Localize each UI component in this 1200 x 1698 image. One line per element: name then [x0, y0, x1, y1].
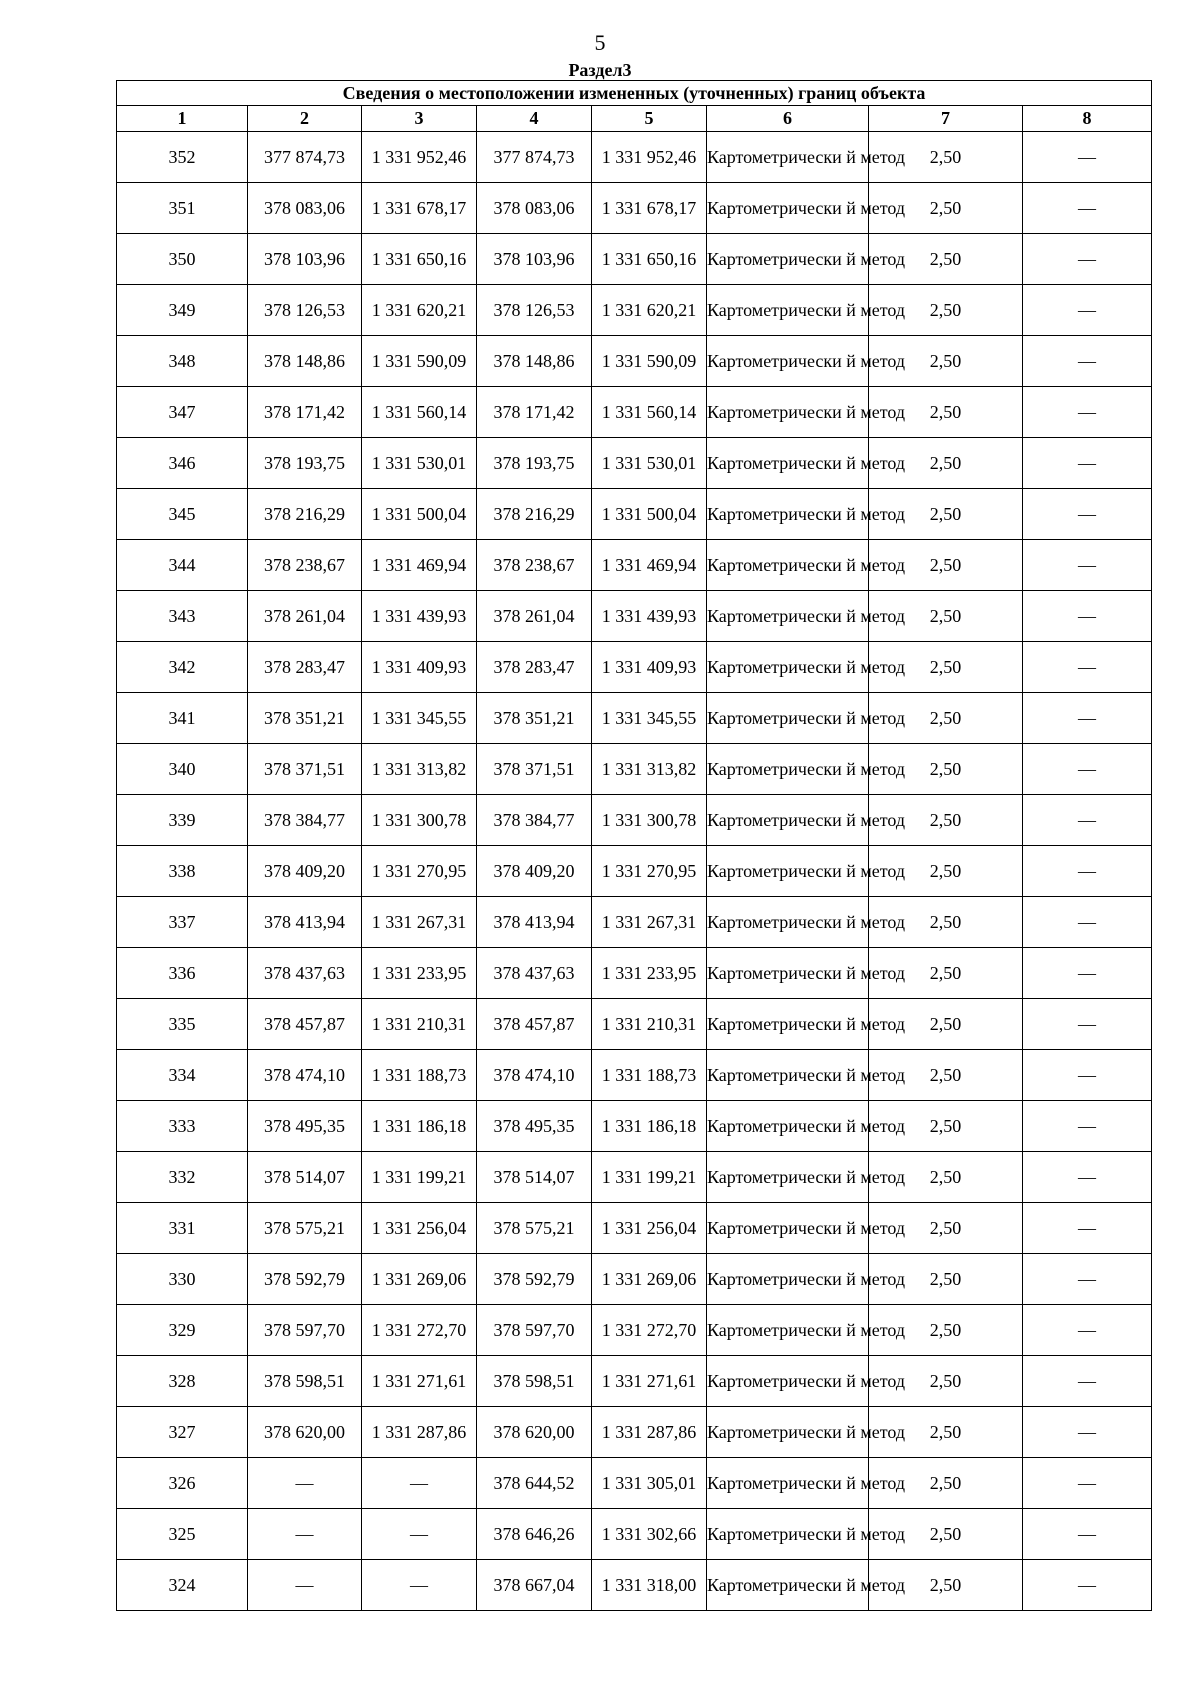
new-x-cell: 378 171,42: [477, 387, 592, 438]
point-number-cell: 340: [117, 744, 248, 795]
old-y-cell: —: [362, 1458, 477, 1509]
description-cell: —: [1023, 132, 1152, 183]
new-x-cell: 378 620,00: [477, 1407, 592, 1458]
new-y-cell: 1 331 560,14: [592, 387, 707, 438]
new-x-cell: 378 597,70: [477, 1305, 592, 1356]
method-cell: Картометрически й метод: [707, 1203, 869, 1254]
description-cell: —: [1023, 897, 1152, 948]
method-cell: Картометрически й метод: [707, 1305, 869, 1356]
description-cell: —: [1023, 1458, 1152, 1509]
accuracy-cell: 2,50: [869, 1254, 1023, 1305]
point-number-cell: 337: [117, 897, 248, 948]
description-cell: —: [1023, 744, 1152, 795]
description-cell: —: [1023, 1203, 1152, 1254]
method-cell: Картометрически й метод: [707, 1356, 869, 1407]
table-row: [117, 336, 1152, 387]
point-number-cell: 345: [117, 489, 248, 540]
new-x-cell: 378 409,20: [477, 846, 592, 897]
table-row: [117, 183, 1152, 234]
point-number-cell: 347: [117, 387, 248, 438]
accuracy-cell: 2,50: [869, 1458, 1023, 1509]
point-number-cell: 344: [117, 540, 248, 591]
point-number-cell: 350: [117, 234, 248, 285]
method-cell: Картометрически й метод: [707, 438, 869, 489]
point-number-cell: 328: [117, 1356, 248, 1407]
method-cell: Картометрически й метод: [707, 1050, 869, 1101]
accuracy-cell: 2,50: [869, 132, 1023, 183]
description-cell: —: [1023, 846, 1152, 897]
accuracy-cell: 2,50: [869, 1407, 1023, 1458]
method-cell: Картометрически й метод: [707, 1509, 869, 1560]
old-x-cell: —: [248, 1560, 362, 1611]
old-x-cell: 378 351,21: [248, 693, 362, 744]
column-number: 7: [869, 106, 1023, 132]
new-y-cell: 1 331 270,95: [592, 846, 707, 897]
point-number-cell: 349: [117, 285, 248, 336]
old-y-cell: 1 331 650,16: [362, 234, 477, 285]
method-cell: Картометрически й метод: [707, 183, 869, 234]
new-x-cell: 378 216,29: [477, 489, 592, 540]
new-y-cell: 1 331 313,82: [592, 744, 707, 795]
new-x-cell: 378 667,04: [477, 1560, 592, 1611]
old-y-cell: 1 331 678,17: [362, 183, 477, 234]
table-row: [117, 438, 1152, 489]
old-x-cell: 378 514,07: [248, 1152, 362, 1203]
description-cell: —: [1023, 999, 1152, 1050]
new-y-cell: 1 331 267,31: [592, 897, 707, 948]
old-x-cell: 378 592,79: [248, 1254, 362, 1305]
table-row: [117, 1203, 1152, 1254]
old-x-cell: 378 126,53: [248, 285, 362, 336]
table-row: [117, 897, 1152, 948]
method-cell: Картометрически й метод: [707, 795, 869, 846]
old-y-cell: 1 331 272,70: [362, 1305, 477, 1356]
old-x-cell: 378 413,94: [248, 897, 362, 948]
accuracy-cell: 2,50: [869, 999, 1023, 1050]
point-number-cell: 352: [117, 132, 248, 183]
old-x-cell: 378 103,96: [248, 234, 362, 285]
new-x-cell: 378 103,96: [477, 234, 592, 285]
new-x-cell: 378 514,07: [477, 1152, 592, 1203]
accuracy-cell: 2,50: [869, 897, 1023, 948]
old-x-cell: 378 171,42: [248, 387, 362, 438]
accuracy-cell: 2,50: [869, 1203, 1023, 1254]
old-x-cell: 378 261,04: [248, 591, 362, 642]
old-x-cell: 377 874,73: [248, 132, 362, 183]
new-y-cell: 1 331 650,16: [592, 234, 707, 285]
description-cell: —: [1023, 285, 1152, 336]
new-y-cell: 1 331 271,61: [592, 1356, 707, 1407]
accuracy-cell: 2,50: [869, 642, 1023, 693]
old-x-cell: 378 598,51: [248, 1356, 362, 1407]
table-row: [117, 1050, 1152, 1101]
point-number-cell: 351: [117, 183, 248, 234]
point-number-cell: 339: [117, 795, 248, 846]
old-x-cell: 378 148,86: [248, 336, 362, 387]
new-x-cell: 378 644,52: [477, 1458, 592, 1509]
old-y-cell: 1 331 271,61: [362, 1356, 477, 1407]
new-x-cell: 377 874,73: [477, 132, 592, 183]
new-y-cell: 1 331 439,93: [592, 591, 707, 642]
new-x-cell: 378 592,79: [477, 1254, 592, 1305]
new-x-cell: 378 457,87: [477, 999, 592, 1050]
old-x-cell: 378 495,35: [248, 1101, 362, 1152]
point-number-cell: 330: [117, 1254, 248, 1305]
old-y-cell: 1 331 952,46: [362, 132, 477, 183]
table-row: [117, 744, 1152, 795]
accuracy-cell: 2,50: [869, 438, 1023, 489]
new-y-cell: 1 331 256,04: [592, 1203, 707, 1254]
table-row: [117, 489, 1152, 540]
table-row: [117, 948, 1152, 999]
table-row: [117, 132, 1152, 183]
old-y-cell: 1 331 560,14: [362, 387, 477, 438]
table-row: [117, 387, 1152, 438]
new-y-cell: 1 331 305,01: [592, 1458, 707, 1509]
new-y-cell: 1 331 620,21: [592, 285, 707, 336]
point-number-cell: 325: [117, 1509, 248, 1560]
new-x-cell: 378 238,67: [477, 540, 592, 591]
point-number-cell: 331: [117, 1203, 248, 1254]
new-x-cell: 378 437,63: [477, 948, 592, 999]
new-x-cell: 378 646,26: [477, 1509, 592, 1560]
accuracy-cell: 2,50: [869, 1101, 1023, 1152]
method-cell: Картометрически й метод: [707, 999, 869, 1050]
table-row: [117, 1152, 1152, 1203]
description-cell: —: [1023, 948, 1152, 999]
table-row: [117, 1458, 1152, 1509]
description-cell: —: [1023, 234, 1152, 285]
new-x-cell: 378 474,10: [477, 1050, 592, 1101]
description-cell: —: [1023, 591, 1152, 642]
old-y-cell: —: [362, 1509, 477, 1560]
new-y-cell: 1 331 500,04: [592, 489, 707, 540]
old-y-cell: 1 331 287,86: [362, 1407, 477, 1458]
old-y-cell: 1 331 530,01: [362, 438, 477, 489]
method-cell: Картометрически й метод: [707, 744, 869, 795]
old-x-cell: 378 437,63: [248, 948, 362, 999]
column-number: 1: [117, 106, 248, 132]
description-cell: —: [1023, 642, 1152, 693]
accuracy-cell: 2,50: [869, 1050, 1023, 1101]
table-row: [117, 1305, 1152, 1356]
method-cell: Картометрически й метод: [707, 1458, 869, 1509]
old-y-cell: 1 331 188,73: [362, 1050, 477, 1101]
old-x-cell: 378 238,67: [248, 540, 362, 591]
table-row: [117, 999, 1152, 1050]
old-y-cell: 1 331 186,18: [362, 1101, 477, 1152]
old-y-cell: 1 331 500,04: [362, 489, 477, 540]
point-number-cell: 324: [117, 1560, 248, 1611]
method-cell: Картометрически й метод: [707, 948, 869, 999]
old-y-cell: 1 331 256,04: [362, 1203, 477, 1254]
section-label: Раздел3: [568, 60, 632, 80]
column-number-row: [117, 106, 1152, 132]
point-number-cell: 326: [117, 1458, 248, 1509]
point-number-cell: 329: [117, 1305, 248, 1356]
new-y-cell: 1 331 210,31: [592, 999, 707, 1050]
new-y-cell: 1 331 302,66: [592, 1509, 707, 1560]
column-number: 6: [707, 106, 869, 132]
method-cell: Картометрически й метод: [707, 1560, 869, 1611]
new-x-cell: 378 261,04: [477, 591, 592, 642]
method-cell: Картометрически й метод: [707, 591, 869, 642]
new-y-cell: 1 331 345,55: [592, 693, 707, 744]
accuracy-cell: 2,50: [869, 693, 1023, 744]
accuracy-cell: 2,50: [869, 489, 1023, 540]
column-number: 2: [248, 106, 362, 132]
new-y-cell: 1 331 469,94: [592, 540, 707, 591]
table-title-row: [117, 81, 1152, 106]
old-x-cell: 378 384,77: [248, 795, 362, 846]
table-row: [117, 1254, 1152, 1305]
new-y-cell: 1 331 272,70: [592, 1305, 707, 1356]
new-y-cell: 1 331 186,18: [592, 1101, 707, 1152]
old-x-cell: 378 620,00: [248, 1407, 362, 1458]
accuracy-cell: 2,50: [869, 183, 1023, 234]
point-number-cell: 346: [117, 438, 248, 489]
description-cell: —: [1023, 1050, 1152, 1101]
accuracy-cell: 2,50: [869, 1509, 1023, 1560]
old-x-cell: 378 371,51: [248, 744, 362, 795]
method-cell: Картометрически й метод: [707, 336, 869, 387]
old-x-cell: 378 083,06: [248, 183, 362, 234]
method-cell: Картометрически й метод: [707, 846, 869, 897]
point-number-cell: 348: [117, 336, 248, 387]
point-number-cell: 338: [117, 846, 248, 897]
accuracy-cell: 2,50: [869, 1152, 1023, 1203]
old-x-cell: 378 597,70: [248, 1305, 362, 1356]
table-title: Сведения о местоположении измененных (уточненных) границ объекта: [117, 81, 1152, 106]
description-cell: —: [1023, 183, 1152, 234]
old-y-cell: 1 331 439,93: [362, 591, 477, 642]
old-x-cell: 378 409,20: [248, 846, 362, 897]
old-y-cell: 1 331 199,21: [362, 1152, 477, 1203]
new-y-cell: 1 331 287,86: [592, 1407, 707, 1458]
description-cell: —: [1023, 1254, 1152, 1305]
description-cell: —: [1023, 387, 1152, 438]
description-cell: —: [1023, 489, 1152, 540]
new-x-cell: 378 598,51: [477, 1356, 592, 1407]
method-cell: Картометрически й метод: [707, 1101, 869, 1152]
column-number: 5: [592, 106, 707, 132]
table-row: [117, 1407, 1152, 1458]
method-cell: Картометрически й метод: [707, 693, 869, 744]
old-y-cell: 1 331 345,55: [362, 693, 477, 744]
new-y-cell: 1 331 590,09: [592, 336, 707, 387]
old-y-cell: 1 331 313,82: [362, 744, 477, 795]
table-row: [117, 642, 1152, 693]
accuracy-cell: 2,50: [869, 948, 1023, 999]
new-y-cell: 1 331 318,00: [592, 1560, 707, 1611]
accuracy-cell: 2,50: [869, 234, 1023, 285]
method-cell: Картометрически й метод: [707, 897, 869, 948]
old-y-cell: 1 331 210,31: [362, 999, 477, 1050]
description-cell: —: [1023, 438, 1152, 489]
table-row: [117, 1509, 1152, 1560]
table-row: [117, 285, 1152, 336]
description-cell: —: [1023, 1305, 1152, 1356]
method-cell: Картометрически й метод: [707, 1152, 869, 1203]
accuracy-cell: 2,50: [869, 336, 1023, 387]
new-y-cell: 1 331 269,06: [592, 1254, 707, 1305]
new-y-cell: 1 331 409,93: [592, 642, 707, 693]
point-number-cell: 334: [117, 1050, 248, 1101]
method-cell: Картометрически й метод: [707, 489, 869, 540]
new-x-cell: 378 083,06: [477, 183, 592, 234]
accuracy-cell: 2,50: [869, 1305, 1023, 1356]
column-number: 8: [1023, 106, 1152, 132]
new-x-cell: 378 283,47: [477, 642, 592, 693]
old-y-cell: —: [362, 1560, 477, 1611]
description-cell: —: [1023, 1509, 1152, 1560]
table-row: [117, 540, 1152, 591]
accuracy-cell: 2,50: [869, 540, 1023, 591]
point-number-cell: 341: [117, 693, 248, 744]
method-cell: Картометрически й метод: [707, 1254, 869, 1305]
table-row: [117, 1560, 1152, 1611]
accuracy-cell: 2,50: [869, 285, 1023, 336]
accuracy-cell: 2,50: [869, 1560, 1023, 1611]
point-number-cell: 333: [117, 1101, 248, 1152]
method-cell: Картометрически й метод: [707, 285, 869, 336]
new-x-cell: 378 495,35: [477, 1101, 592, 1152]
old-y-cell: 1 331 233,95: [362, 948, 477, 999]
accuracy-cell: 2,50: [869, 1356, 1023, 1407]
description-cell: —: [1023, 1356, 1152, 1407]
method-cell: Картометрически й метод: [707, 1407, 869, 1458]
coordinates-table: [116, 80, 1152, 1611]
old-x-cell: 378 474,10: [248, 1050, 362, 1101]
new-y-cell: 1 331 199,21: [592, 1152, 707, 1203]
method-cell: Картометрически й метод: [707, 234, 869, 285]
point-number-cell: 332: [117, 1152, 248, 1203]
table-row: [117, 1101, 1152, 1152]
table-row: [117, 693, 1152, 744]
new-x-cell: 378 384,77: [477, 795, 592, 846]
method-cell: Картометрически й метод: [707, 642, 869, 693]
old-x-cell: 378 216,29: [248, 489, 362, 540]
old-y-cell: 1 331 469,94: [362, 540, 477, 591]
table-row: [117, 795, 1152, 846]
point-number-cell: 335: [117, 999, 248, 1050]
method-cell: Картометрически й метод: [707, 540, 869, 591]
new-x-cell: 378 148,86: [477, 336, 592, 387]
new-y-cell: 1 331 952,46: [592, 132, 707, 183]
old-y-cell: 1 331 590,09: [362, 336, 477, 387]
description-cell: —: [1023, 1560, 1152, 1611]
description-cell: —: [1023, 336, 1152, 387]
new-x-cell: 378 371,51: [477, 744, 592, 795]
accuracy-cell: 2,50: [869, 846, 1023, 897]
method-cell: Картометрически й метод: [707, 132, 869, 183]
old-x-cell: 378 575,21: [248, 1203, 362, 1254]
old-y-cell: 1 331 620,21: [362, 285, 477, 336]
point-number-cell: 342: [117, 642, 248, 693]
new-x-cell: 378 126,53: [477, 285, 592, 336]
table-row: [117, 234, 1152, 285]
page-number: 5: [594, 30, 606, 55]
column-number: 3: [362, 106, 477, 132]
new-x-cell: 378 413,94: [477, 897, 592, 948]
column-number: 4: [477, 106, 592, 132]
accuracy-cell: 2,50: [869, 387, 1023, 438]
description-cell: —: [1023, 795, 1152, 846]
table-body: [117, 132, 1152, 1611]
old-x-cell: —: [248, 1458, 362, 1509]
old-y-cell: 1 331 269,06: [362, 1254, 477, 1305]
new-y-cell: 1 331 678,17: [592, 183, 707, 234]
old-y-cell: 1 331 300,78: [362, 795, 477, 846]
accuracy-cell: 2,50: [869, 591, 1023, 642]
old-x-cell: 378 193,75: [248, 438, 362, 489]
point-number-cell: 327: [117, 1407, 248, 1458]
table-row: [117, 1356, 1152, 1407]
old-y-cell: 1 331 267,31: [362, 897, 477, 948]
accuracy-cell: 2,50: [869, 795, 1023, 846]
new-y-cell: 1 331 300,78: [592, 795, 707, 846]
table-row: [117, 846, 1152, 897]
point-number-cell: 336: [117, 948, 248, 999]
new-x-cell: 378 351,21: [477, 693, 592, 744]
description-cell: —: [1023, 540, 1152, 591]
old-y-cell: 1 331 409,93: [362, 642, 477, 693]
new-y-cell: 1 331 530,01: [592, 438, 707, 489]
old-x-cell: —: [248, 1509, 362, 1560]
description-cell: —: [1023, 1152, 1152, 1203]
description-cell: —: [1023, 1407, 1152, 1458]
new-y-cell: 1 331 188,73: [592, 1050, 707, 1101]
table-row: [117, 591, 1152, 642]
point-number-cell: 343: [117, 591, 248, 642]
description-cell: —: [1023, 693, 1152, 744]
old-x-cell: 378 283,47: [248, 642, 362, 693]
accuracy-cell: 2,50: [869, 744, 1023, 795]
old-x-cell: 378 457,87: [248, 999, 362, 1050]
new-y-cell: 1 331 233,95: [592, 948, 707, 999]
old-y-cell: 1 331 270,95: [362, 846, 477, 897]
new-x-cell: 378 193,75: [477, 438, 592, 489]
description-cell: —: [1023, 1101, 1152, 1152]
new-x-cell: 378 575,21: [477, 1203, 592, 1254]
method-cell: Картометрически й метод: [707, 387, 869, 438]
